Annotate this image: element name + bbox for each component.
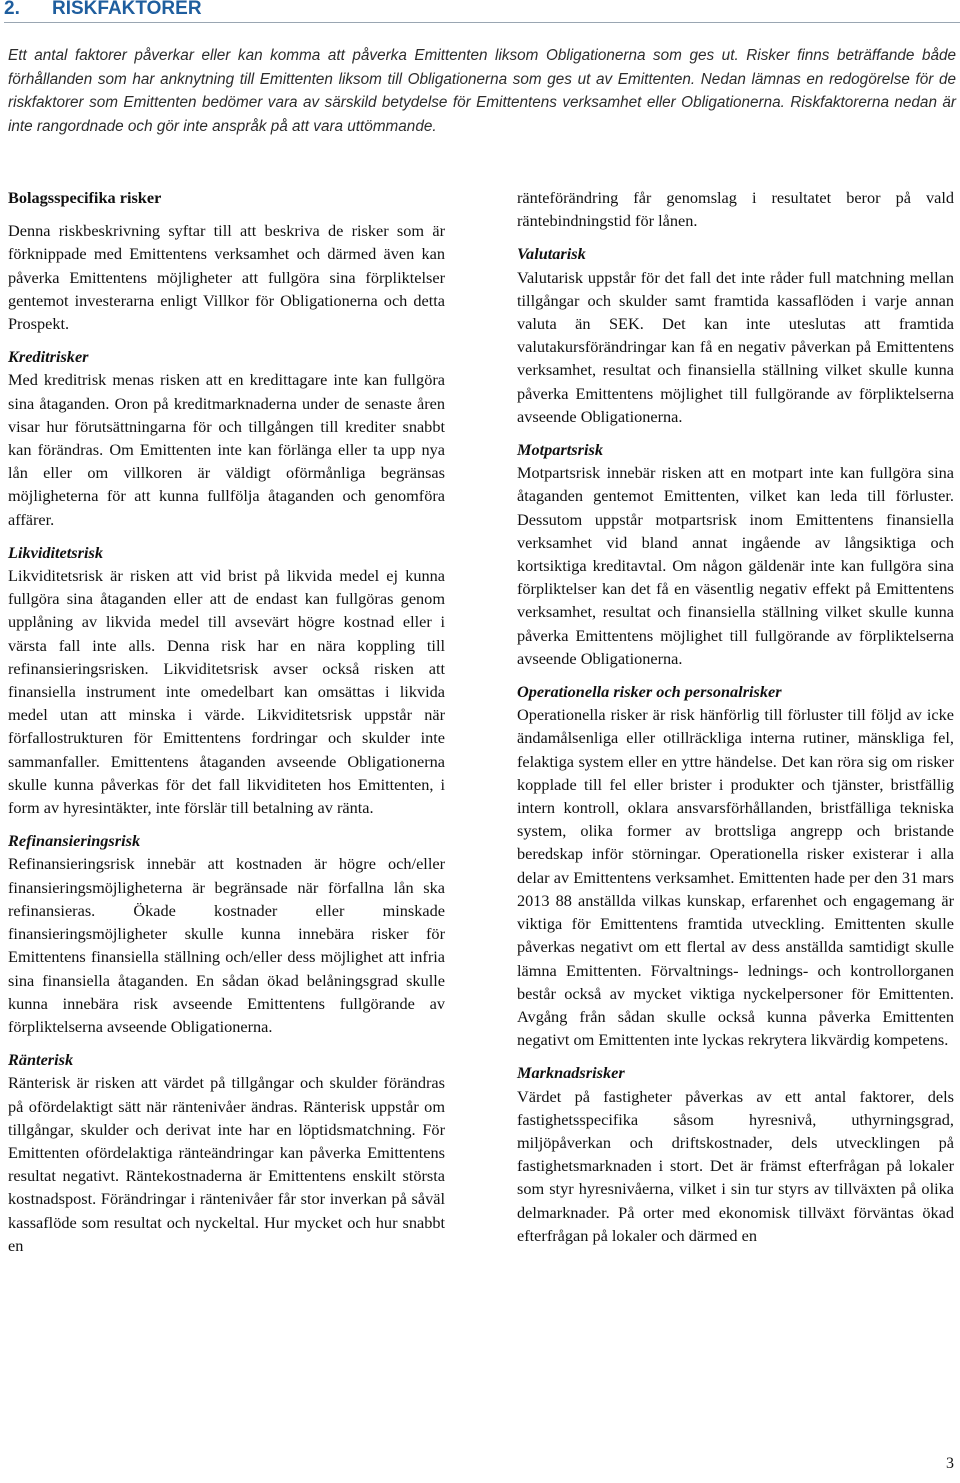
paragraph-kreditrisker: Med kreditrisk menas risken att en kredittagare inte kan fullgöra sina åtaganden. Oron på kreditmarknaderna under de senaste åren visar hur förutsättningarna för och tillgången till krediter snabbt kan förändras. Om Emittenten inte kan förlänga eller ta upp nya lån eller om villkoren är väldigt oförmånliga begränsas möjligheterna för att kunna fullfölja åtaganden och genomföra affärer.: [8, 370, 445, 529]
section-number: 2.: [4, 0, 20, 19]
heading-marknadsrisker: Marknadsrisker: [517, 1063, 625, 1083]
section-header: [4, 0, 960, 23]
paragraph-valutarisk: Valutarisk uppstår för det fall det inte råder full matchning mellan tillgångar och skulder samt framtida kassaflöden i varje annan valuta än SEK. Det kan inte uteslutas att framtida valutakursförändringar kan få en negativ påverkan på Emittentens verksamhet, resultat och finansiella ställning vilket skulle kunna påverka Emittentens möjlighet till fullgörande av förpliktelserna avseende Obligationerna.: [517, 267, 954, 426]
paragraph-operationella-risker: Operationella risker är risk hänförlig till förluster till följd av icke ändamålsenliga eller otillräckliga interna rutiner, mänskliga fel, felaktiga system eller en yttre händelse. Det kan röra sig om risker kopplade till fel eller brister i produkter och tjänster, bristfällig intern kontroll, oklara ansvarsförhållanden, bristfälliga tekniska system, olika former av brottsliga angrepp och bristande beredskap inför störningar. Operationella risker existerar i alla delar av Emittentens verksamhet. Emittenten hade per den 31 mars 2013 88 anställda vilkas kunskap, erfarenhet och engagemang är viktiga för Emittentens framtida utveckling. Emittenten skulle påverkas negativt om ett flertal av dess anställda samtidigt skulle lämna Emittenten. Förvaltnings- lednings- och kontrollorganen består också av mycket viktiga nyckelpersoner för Emittenten. Avgång från sådan skulle också kunna påverka Emittenten negativt om Emittenten inte lyckas rekrytera likvärdig kompetens.: [517, 705, 954, 1050]
heading-ranterisk: Ränterisk: [8, 1050, 74, 1070]
paragraph-ranterisk-continued: ränteförändring får genomslag i resultatet beror på vald räntebindningstid för lånen.: [517, 188, 954, 231]
heading-operationella-risker: Operationella risker och personalrisker: [517, 682, 782, 702]
heading-valutarisk: Valutarisk: [517, 244, 586, 264]
heading-refinansieringsrisk: Refinansieringsrisk: [8, 831, 141, 851]
heading-bolagsspecifika: Bolagsspecifika risker: [8, 188, 162, 207]
right-column: [517, 186, 954, 1247]
page-number: 3: [946, 1455, 954, 1472]
paragraph-likviditetsrisk: Likviditetsrisk är risken att vid brist på likvida medel ej kunna fullgöra sina åtaganden eller att de endast kan fullgöras genom upplåning av likvida medel till avsevärt högre kostnad eller i värsta fall inte alls. Denna risk har en nära koppling till refinansieringsrisken. Likviditetsrisk avser också risken att finansiella instrument inte omedelbart kan omsättas i likvida medel utan att minska i värde. Likviditetsrisk uppstår när förfallostrukturen för Emittentens fordringar och skulder inte sammanfaller. Emittentens åtaganden avseende Obligationerna skulle kunna påverkas för det fall likviditeten hos Emittenten, i form av hyresintäkter, inte förslär till betalning av ränta.: [8, 566, 445, 818]
paragraph-ranterisk: Ränterisk är risken att värdet på tillgångar och skulder förändras på ofördelaktigt sätt när räntenivåer ändras. Ränterisk uppstår om tillgångar, skulder och derivat inte har en löptidsmatchning. För Emittenten ofördelaktiga ränteändringar kan påverka Emittentens resultat negativt. Räntekostnaderna är Emittentens enskilt största kostnadspost. Förändringar i räntenivåer får stor inverkan på såväl kassaflöde som resultat och nyckeltal. Hur mycket och hur snabbt en: [8, 1073, 445, 1255]
heading-likviditetsrisk: Likviditetsrisk: [8, 542, 103, 562]
left-column: [8, 186, 445, 1257]
heading-kreditrisker: Kreditrisker: [8, 347, 89, 367]
paragraph-motpartsrisk: Motpartsrisk innebär risken att en motpart inte kan fullgöra sina åtaganden gentemot Emittenten, vilket kan leda till förluster. Dessutom uppstår motpartsrisk inom Emittentens finansiella verksamhet vid bland annat ingående av långsiktiga och kortsiktiga kreditavtal. Om någon gäldenär inte kan fullgöra sina förpliktelser kan det få en väsentlig negativ effekt på Emittentens verksamhet, resultat och finansiella ställning vilket skulle kunna påverka Emittentens möjlighet till fullgörande av förpliktelserna avseende Obligationerna.: [517, 463, 954, 668]
heading-motpartsrisk: Motpartsrisk: [517, 440, 603, 460]
paragraph-refinansieringsrisk: Refinansieringsrisk innebär att kostnaden är högre och/eller finansieringsmöjligheterna är begränsade när förfallna lån ska refinansieras. Ökade kostnader eller minskade finansieringsmöjligheter skulle kunna innebära risker för Emittentens finansiella ställning och/eller dess möjlighet att infria sina finansiella åtaganden. En sådan ökad belåningsgrad skulle kunna innebära risk avseende Emittentens fullgörande av förpliktelserna avseende Obligationerna.: [8, 854, 445, 1036]
intro-paragraph: Ett antal faktorer påverkar eller kan komma att påverka Emittenten liksom Obligationerna som ges ut. Risker finns beträffande både förhållanden som har anknytning till Emittenten liksom till Obligationerna som ges ut av Emittenten. Nedan lämnas en redogörelse för de riskfaktorer som Emittenten bedömer vara av särskild betydelse för Emittentens verksamhet eller Obligationerna. Riskfaktorerna nedan är inte rangordnade och gör inte anspråk på att vara uttömmande.: [8, 47, 956, 135]
paragraph-marknadsrisker: Värdet på fastigheter påverkas av ett antal faktorer, dels fastighetsspecifika såsom hyresnivå, uthyrningsgrad, miljöpåverkan och driftskostnader, dels utvecklingen på fastighetsmarknaden i stort. Det är främst efterfrågan på lokaler som styr hyresnivåerna, vilket i sin tur styrs av tillväxten på olika delmarknader. På orter med ekonomisk tillväxt förväntas ökad efterfrågan på lokaler och därmed en: [517, 1086, 954, 1245]
paragraph-riskbeskrivning: Denna riskbeskrivning syftar till att beskriva de risker som är förknippade med Emittentens verksamhet och därmed även kan påverka Emittentens möjligheter att fullgöra sina förpliktelser gentemot investerarna enligt Villkor för Obligationerna och detta Prospekt.: [8, 221, 445, 334]
section-title: RISKFAKTORER: [52, 0, 202, 19]
